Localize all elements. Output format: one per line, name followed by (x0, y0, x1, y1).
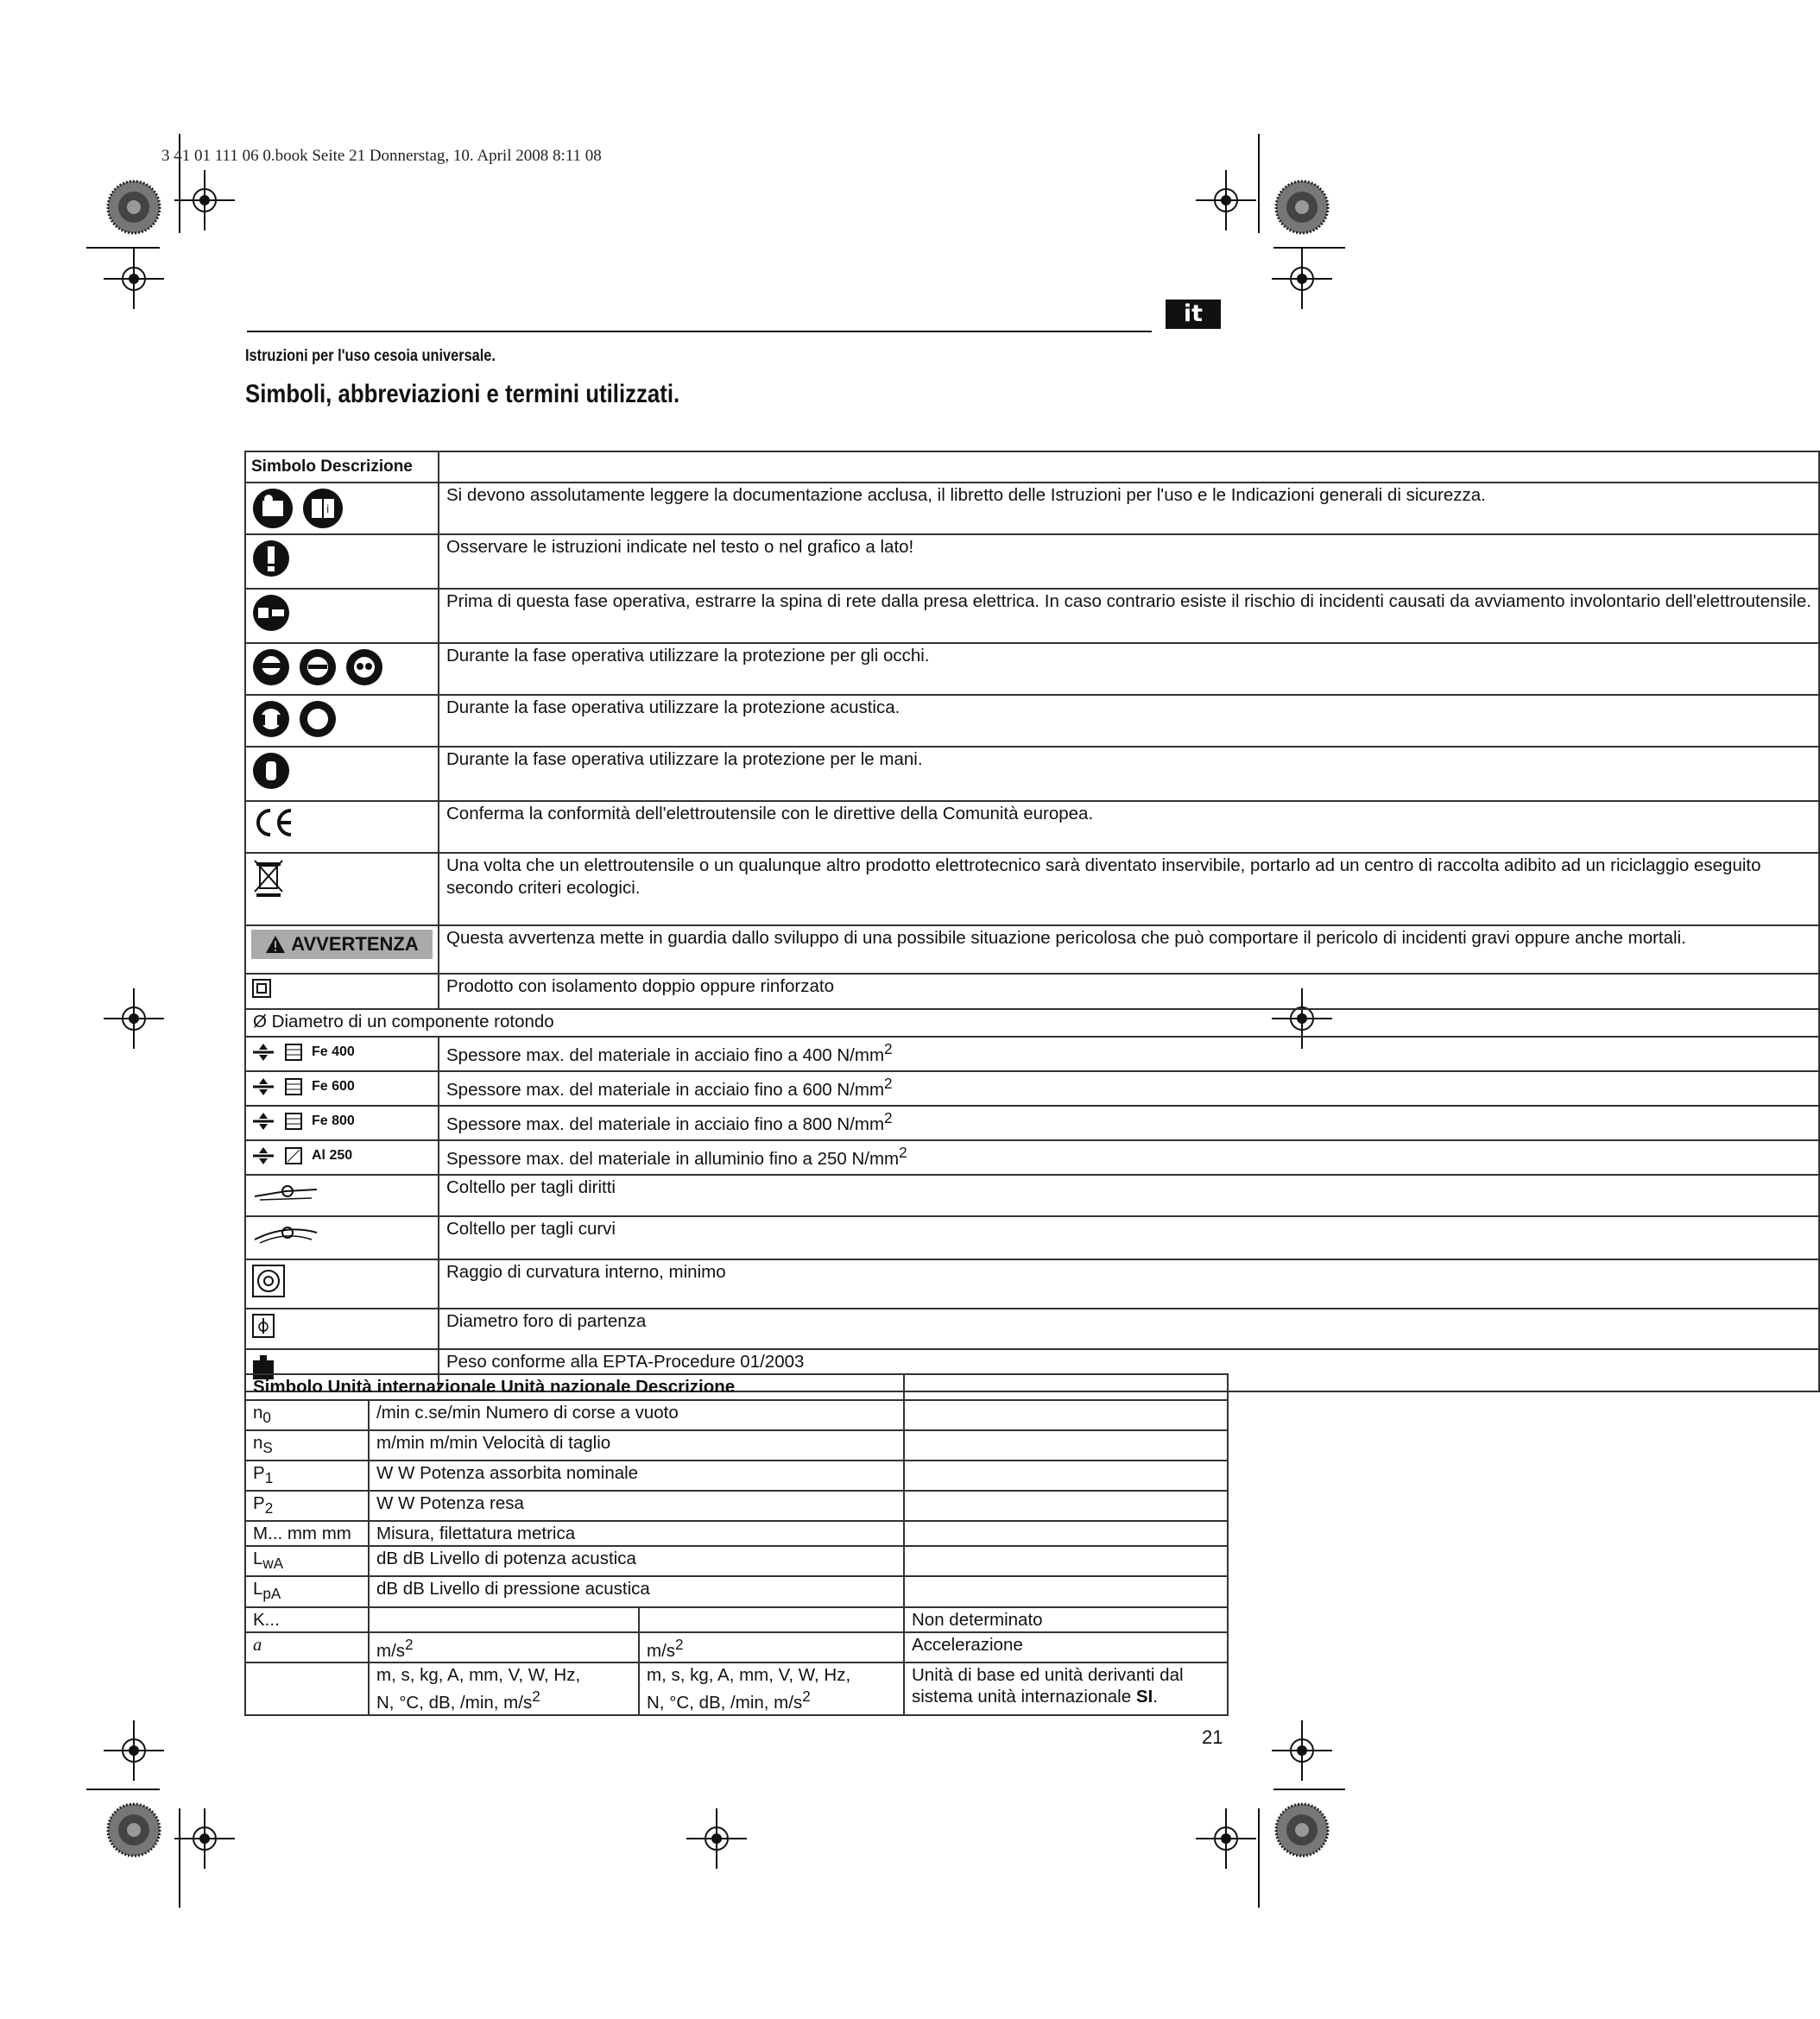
table-row (245, 695, 1819, 747)
table-row (245, 1216, 1819, 1259)
start-hole-icon (251, 1313, 275, 1339)
symbol-description: Conferma la conformità dell'elettroutensile con le direttive della Comunità europea. (439, 801, 1819, 853)
table-row: Al 250 Spessore max. del materiale in alluminio fino a 250 $N/mm^2$ (245, 1140, 1819, 1175)
language-badge: it (1166, 300, 1221, 329)
symbol-description: Durante la fase operativa utilizzare la protezione per le mani. (439, 747, 1819, 801)
symbols-table (244, 451, 1820, 1392)
material-code: Fe 400 (312, 1044, 355, 1059)
unit-row-text: Misura, filettatura metrica (369, 1521, 904, 1546)
svg-text:i: i (326, 503, 330, 515)
ear-muffs-icon (251, 699, 291, 739)
warning-triangle-icon (265, 935, 286, 954)
read-manual-icon (251, 487, 294, 530)
table-row (245, 1309, 1819, 1349)
thickness-icon (251, 1145, 275, 1166)
face-shield-icon (298, 647, 338, 687)
steel-plate-icon (282, 1110, 305, 1133)
table-row (245, 643, 1819, 695)
symbol-description: Questa avvertenza mette in guardia dallo sviluppo di una possibile situazione pericolosa che può comportare il pericolo di incidenti gravi oppure anche mortali. (439, 925, 1819, 974)
unit-row-text: W W Potenza assorbita nominale (369, 1461, 904, 1491)
table-row: $n_S$ m/min m/min Velocità di taglio (245, 1430, 1228, 1461)
symbol-description: Durante la fase operativa utilizzare la protezione acustica. (439, 695, 1819, 747)
material-code: Al 250 (312, 1148, 353, 1163)
table-row (245, 1009, 1819, 1037)
symbols-table-header: Simbolo Descrizione (245, 451, 439, 483)
material-description: Spessore max. del materiale in acciaio fino a 800 N/mm (446, 1114, 885, 1134)
table-row (245, 483, 1819, 534)
material-description: Spessore max. del materiale in acciaio fino a 600 N/mm (446, 1079, 885, 1100)
material-code: Fe 600 (312, 1079, 355, 1094)
table-row (245, 589, 1819, 643)
steel-plate-icon (282, 1041, 305, 1063)
double-insulation-icon (251, 978, 272, 999)
material-code: Fe 800 (312, 1114, 355, 1128)
table-row: Fe 400 Spessore max. del materiale in acciaio fino a 400 $N/mm^2$ (245, 1037, 1819, 1071)
symbol-description: Osservare le istruzioni indicate nel testo o nel grafico a lato! (439, 534, 1819, 589)
page-title: Simboli, abbreviazioni e termini utilizzati. (245, 380, 680, 408)
table-row (245, 1175, 1819, 1216)
manual-book-icon (301, 487, 344, 530)
header-rule (247, 331, 1152, 332)
file-info-header: 3 41 01 111 06 0.book Seite 21 Donnerstag, 10. April 2008 8:11 08 (161, 147, 602, 165)
aluminium-plate-icon (282, 1145, 305, 1167)
symbol-description: Una volta che un elettroutensile o un qualunque altro prodotto elettrotecnico sarà diventato inservibile, portarlo ad un centro di raccolta adibito ad un riciclaggio eseguito secondo criteri ecologici. (439, 853, 1819, 925)
symbol-description: Prodotto con isolamento doppio oppure rinforzato (439, 974, 1819, 1009)
table-row: K... Non determinato (245, 1607, 1228, 1632)
safety-glasses-icon (344, 647, 384, 687)
table-row: Fe 600 Spessore max. del materiale in acciaio fino a 600 $N/mm^2$ (245, 1071, 1819, 1106)
diameter-row: Ø Diametro di un componente rotondo (245, 1009, 1819, 1037)
safety-goggles-icon (251, 647, 291, 687)
table-row (245, 801, 1819, 853)
hearing-protection-icon (298, 699, 338, 739)
gloves-icon (251, 751, 291, 791)
table-row: m, s, kg, A, mm, V, W, Hz, N, °C, dB, /min, $m/s^2$ m, s, kg, A, mm, V, W, Hz, N, °C, dB, /min, $m/s^2$ Unità di base ed unità derivanti dal sistema unità internazionale SI. (245, 1663, 1228, 1715)
table-row (245, 1259, 1819, 1309)
ce-mark-icon (251, 805, 294, 840)
unplug-icon (251, 593, 291, 633)
table-row: $P_1$ W W Potenza assorbita nominale (245, 1461, 1228, 1491)
warning-label: AVVERTENZA (251, 930, 433, 959)
table-row (245, 747, 1819, 801)
units-table-header: Simbolo Unità internazionale Unità nazionale Descrizione (245, 1374, 904, 1400)
table-row: Fe 800 Spessore max. del materiale in acciaio fino a 800 $N/mm^2$ (245, 1106, 1819, 1140)
table-row (245, 534, 1819, 589)
table-row: M... mm mm Misura, filettatura metrica (245, 1521, 1228, 1546)
symbol-description: Diametro foro di partenza (439, 1309, 1819, 1349)
register-wheel-icon (108, 181, 160, 233)
steel-plate-icon (282, 1076, 305, 1098)
table-row: $n_0$ /min c.se/min Numero di corse a vuoto (245, 1400, 1228, 1430)
unit-row-text: m/min m/min Velocità di taglio (369, 1430, 904, 1461)
symbol-description: Peso conforme alla EPTA-Procedure 01/2003 (439, 1349, 1819, 1391)
symbol-description: Coltello per tagli diritti (439, 1175, 1819, 1216)
thickness-icon (251, 1042, 275, 1063)
inner-radius-icon (251, 1264, 286, 1298)
symbol-description: Coltello per tagli curvi (439, 1216, 1819, 1259)
table-row: $L_{wA}$ dB dB Livello di potenza acustica (245, 1546, 1228, 1576)
symbol-description: Si devono assolutamente leggere la documentazione acclusa, il libretto delle Istruzioni per l'uso e le Indicazioni generali di sicurezza. (439, 483, 1819, 534)
page-number: 21 (1202, 1726, 1223, 1748)
table-row (245, 974, 1819, 1009)
unit-row-text: dB dB Livello di potenza acustica (369, 1546, 904, 1576)
curved-blade-icon (251, 1221, 320, 1246)
symbol-description: Prima di questa fase operativa, estrarre la spina di rete dalla presa elettrica. In caso contrario esiste il rischio di incidenti causati da avviamento involontario dell'elettroutensile. (439, 589, 1819, 643)
symbol-description: Raggio di curvatura interno, minimo (439, 1259, 1819, 1309)
symbol-description: Durante la fase operativa utilizzare la protezione per gli occhi. (439, 643, 1819, 695)
unit-row-text: W W Potenza resa (369, 1491, 904, 1521)
table-row (245, 925, 1819, 974)
units-table (244, 1373, 1229, 1716)
table-row: a $m/s^2$ $m/s^2$ Accelerazione (245, 1632, 1228, 1663)
unit-row-text: /min c.se/min Numero di corse a vuoto (369, 1400, 904, 1430)
straight-blade-icon (251, 1179, 320, 1205)
document-subtitle: Istruzioni per l'uso cesoia universale. (245, 347, 496, 365)
exclamation-icon (251, 539, 291, 578)
material-description: Spessore max. del materiale in alluminio fino a 250 N/mm (446, 1148, 900, 1169)
weee-bin-icon (251, 857, 286, 899)
thickness-icon (251, 1111, 275, 1132)
thickness-icon (251, 1076, 275, 1097)
material-description: Spessore max. del materiale in acciaio fino a 400 N/mm (446, 1044, 885, 1065)
table-row: $L_{pA}$ dB dB Livello di pressione acustica (245, 1576, 1228, 1606)
unit-row-text: dB dB Livello di pressione acustica (369, 1576, 904, 1606)
table-row (245, 853, 1819, 925)
table-row: $P_2$ W W Potenza resa (245, 1491, 1228, 1521)
